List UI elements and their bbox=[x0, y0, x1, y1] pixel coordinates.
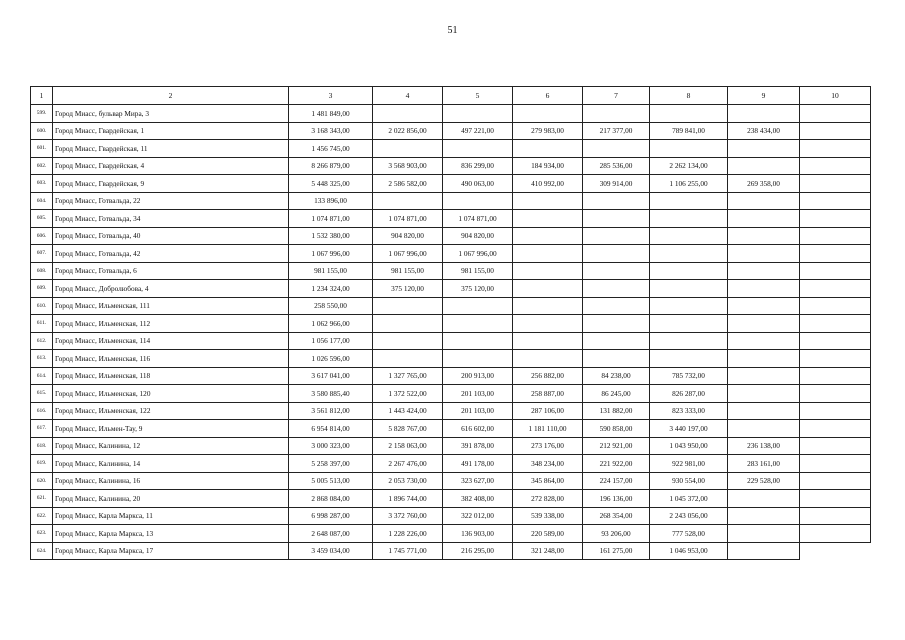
value-cell-col5: 1 067 996,00 bbox=[443, 245, 513, 263]
value-cell-col7 bbox=[583, 210, 650, 228]
value-cell-col5: 836 299,00 bbox=[443, 157, 513, 175]
value-cell-col7 bbox=[583, 315, 650, 333]
value-cell-col10 bbox=[800, 455, 871, 473]
value-cell-col7: 196 136,00 bbox=[583, 490, 650, 508]
value-cell-col9 bbox=[728, 245, 800, 263]
address-cell: Город Миасс, Калинина, 20 bbox=[53, 490, 289, 508]
value-cell-col7: 93 206,00 bbox=[583, 525, 650, 543]
page-number: 51 bbox=[447, 25, 458, 36]
value-cell-col3: 1 074 871,00 bbox=[289, 210, 373, 228]
value-cell-col5 bbox=[443, 315, 513, 333]
value-cell-col5: 1 074 871,00 bbox=[443, 210, 513, 228]
value-cell-col8 bbox=[650, 105, 728, 123]
value-cell-col3: 6 998 287,00 bbox=[289, 507, 373, 525]
column-header-3: 3 bbox=[289, 87, 373, 105]
row-number: 618. bbox=[31, 437, 53, 455]
value-cell-col9 bbox=[728, 507, 800, 525]
value-cell-col8: 785 732,00 bbox=[650, 367, 728, 385]
row-number: 621. bbox=[31, 490, 53, 508]
value-cell-col10 bbox=[800, 437, 871, 455]
value-cell-col7: 84 238,00 bbox=[583, 367, 650, 385]
table-row bbox=[31, 122, 871, 140]
value-cell-col3: 5 258 397,00 bbox=[289, 455, 373, 473]
value-cell-col10 bbox=[800, 297, 871, 315]
value-cell-col7 bbox=[583, 350, 650, 368]
address-cell: Город Миасс, Гвардейская, 9 bbox=[53, 175, 289, 193]
value-cell-col5: 322 012,00 bbox=[443, 507, 513, 525]
value-cell-col5: 200 913,00 bbox=[443, 367, 513, 385]
column-header-6: 6 bbox=[513, 87, 583, 105]
table-row bbox=[31, 332, 871, 350]
table-row bbox=[31, 315, 871, 333]
table-row bbox=[31, 420, 871, 438]
value-cell-col3: 3 168 343,00 bbox=[289, 122, 373, 140]
table-row bbox=[31, 210, 871, 228]
value-cell-col6: 220 589,00 bbox=[513, 525, 583, 543]
value-cell-col6: 539 338,00 bbox=[513, 507, 583, 525]
value-cell-col7: 221 922,00 bbox=[583, 455, 650, 473]
value-cell-col6 bbox=[513, 297, 583, 315]
row-number: 608. bbox=[31, 262, 53, 280]
column-header-1: 1 bbox=[31, 87, 53, 105]
value-cell-col5: 201 103,00 bbox=[443, 385, 513, 403]
value-cell-col5 bbox=[443, 297, 513, 315]
value-cell-col8 bbox=[650, 245, 728, 263]
address-cell: Город Миасс, Готвальда, 34 bbox=[53, 210, 289, 228]
value-cell-col10 bbox=[800, 490, 871, 508]
address-cell: Город Миасс, Готвальда, 42 bbox=[53, 245, 289, 263]
value-cell-col8 bbox=[650, 350, 728, 368]
value-cell-col5: 391 878,00 bbox=[443, 437, 513, 455]
value-cell-col10 bbox=[800, 472, 871, 490]
row-number: 606. bbox=[31, 227, 53, 245]
value-cell-col5: 136 903,00 bbox=[443, 525, 513, 543]
value-cell-col4 bbox=[373, 105, 443, 123]
value-cell-col3: 3 617 041,00 bbox=[289, 367, 373, 385]
value-cell-col9 bbox=[728, 140, 800, 158]
value-cell-col10 bbox=[800, 157, 871, 175]
address-cell: Город Миасс, Калинина, 12 bbox=[53, 437, 289, 455]
value-cell-col10 bbox=[800, 122, 871, 140]
value-cell-col8: 789 841,00 bbox=[650, 122, 728, 140]
value-cell-col9 bbox=[728, 105, 800, 123]
value-cell-col10 bbox=[800, 105, 871, 123]
address-cell: Город Миасс, бульвар Мира, 3 bbox=[53, 105, 289, 123]
value-cell-col10 bbox=[800, 385, 871, 403]
row-number: 601. bbox=[31, 140, 53, 158]
row-number: 605. bbox=[31, 210, 53, 228]
value-cell-col3: 6 954 814,00 bbox=[289, 420, 373, 438]
value-cell-col4: 1 067 996,00 bbox=[373, 245, 443, 263]
table-row bbox=[31, 192, 871, 210]
value-cell-col7: 131 882,00 bbox=[583, 402, 650, 420]
value-cell-col5: 216 295,00 bbox=[443, 542, 513, 560]
value-cell-col5: 981 155,00 bbox=[443, 262, 513, 280]
value-cell-col9: 269 358,00 bbox=[728, 175, 800, 193]
value-cell-col3: 5 448 325,00 bbox=[289, 175, 373, 193]
table-row bbox=[31, 140, 871, 158]
value-cell-col7 bbox=[583, 140, 650, 158]
value-cell-col8 bbox=[650, 192, 728, 210]
value-cell-col9 bbox=[728, 157, 800, 175]
row-number: 615. bbox=[31, 385, 53, 403]
row-number: 604. bbox=[31, 192, 53, 210]
address-cell: Город Миасс, Карла Маркса, 11 bbox=[53, 507, 289, 525]
table-row bbox=[31, 455, 871, 473]
value-cell-col6 bbox=[513, 245, 583, 263]
value-cell-col7: 217 377,00 bbox=[583, 122, 650, 140]
column-header-9: 9 bbox=[728, 87, 800, 105]
address-cell: Город Миасс, Готвальда, 6 bbox=[53, 262, 289, 280]
address-cell: Город Миасс, Гвардейская, 1 bbox=[53, 122, 289, 140]
value-cell-col8: 922 981,00 bbox=[650, 455, 728, 473]
value-cell-col7: 224 157,00 bbox=[583, 472, 650, 490]
table-row bbox=[31, 157, 871, 175]
value-cell-col9 bbox=[728, 367, 800, 385]
value-cell-col6: 258 887,00 bbox=[513, 385, 583, 403]
value-cell-col8: 1 045 372,00 bbox=[650, 490, 728, 508]
address-cell: Город Миасс, Ильменская, 122 bbox=[53, 402, 289, 420]
value-cell-col6 bbox=[513, 350, 583, 368]
value-cell-col8 bbox=[650, 297, 728, 315]
address-cell: Город Миасс, Готвальда, 40 bbox=[53, 227, 289, 245]
value-cell-col8: 1 046 953,00 bbox=[650, 542, 728, 560]
value-cell-col3: 1 067 996,00 bbox=[289, 245, 373, 263]
value-cell-col4 bbox=[373, 350, 443, 368]
value-cell-col4: 2 022 856,00 bbox=[373, 122, 443, 140]
value-cell-col6 bbox=[513, 105, 583, 123]
value-cell-col7 bbox=[583, 192, 650, 210]
value-cell-col5: 323 627,00 bbox=[443, 472, 513, 490]
address-cell: Город Миасс, Калинина, 16 bbox=[53, 472, 289, 490]
value-cell-col9 bbox=[728, 227, 800, 245]
value-cell-col3: 981 155,00 bbox=[289, 262, 373, 280]
value-cell-col10 bbox=[800, 315, 871, 333]
value-cell-col4: 1 443 424,00 bbox=[373, 402, 443, 420]
value-cell-col7: 590 858,00 bbox=[583, 420, 650, 438]
address-cell: Город Миасс, Ильменская, 120 bbox=[53, 385, 289, 403]
value-cell-col10 bbox=[800, 542, 871, 560]
value-cell-col8: 1 106 255,00 bbox=[650, 175, 728, 193]
value-cell-col4 bbox=[373, 192, 443, 210]
value-cell-col4: 3 568 903,00 bbox=[373, 157, 443, 175]
table-row bbox=[31, 262, 871, 280]
table-row bbox=[31, 175, 871, 193]
row-number: 617. bbox=[31, 420, 53, 438]
value-cell-col7 bbox=[583, 297, 650, 315]
address-cell: Город Миасс, Ильменская, 111 bbox=[53, 297, 289, 315]
value-cell-col4: 1 372 522,00 bbox=[373, 385, 443, 403]
value-cell-col3: 258 550,00 bbox=[289, 297, 373, 315]
value-cell-col6: 345 864,00 bbox=[513, 472, 583, 490]
address-cell: Город Миасс, Ильменская, 114 bbox=[53, 332, 289, 350]
row-number: 613. bbox=[31, 350, 53, 368]
value-cell-col4: 904 820,00 bbox=[373, 227, 443, 245]
value-cell-col8: 3 440 197,00 bbox=[650, 420, 728, 438]
value-cell-col8 bbox=[650, 210, 728, 228]
value-cell-col4: 1 074 871,00 bbox=[373, 210, 443, 228]
value-cell-col8: 823 333,00 bbox=[650, 402, 728, 420]
row-number: 607. bbox=[31, 245, 53, 263]
value-cell-col9: 236 138,00 bbox=[728, 437, 800, 455]
value-cell-col9 bbox=[728, 210, 800, 228]
value-cell-col4: 1 327 765,00 bbox=[373, 367, 443, 385]
value-cell-col3: 8 266 879,00 bbox=[289, 157, 373, 175]
value-cell-col4 bbox=[373, 315, 443, 333]
value-cell-col4: 2 053 730,00 bbox=[373, 472, 443, 490]
value-cell-col5: 490 063,00 bbox=[443, 175, 513, 193]
value-cell-col4: 2 158 063,00 bbox=[373, 437, 443, 455]
address-cell: Город Миасс, Ильмен-Тау, 9 bbox=[53, 420, 289, 438]
value-cell-col9: 229 528,00 bbox=[728, 472, 800, 490]
table-row bbox=[31, 105, 871, 123]
table-row bbox=[31, 525, 871, 543]
row-number: 620. bbox=[31, 472, 53, 490]
table-row bbox=[31, 472, 871, 490]
row-number: 602. bbox=[31, 157, 53, 175]
value-cell-col10 bbox=[800, 367, 871, 385]
value-cell-col10 bbox=[800, 262, 871, 280]
table-row bbox=[31, 490, 871, 508]
value-cell-col4: 3 372 760,00 bbox=[373, 507, 443, 525]
row-number: 614. bbox=[31, 367, 53, 385]
value-cell-col6 bbox=[513, 140, 583, 158]
value-cell-col5 bbox=[443, 140, 513, 158]
address-cell: Город Миасс, Гвардейская, 11 bbox=[53, 140, 289, 158]
value-cell-col9: 238 434,00 bbox=[728, 122, 800, 140]
value-cell-col4: 1 745 771,00 bbox=[373, 542, 443, 560]
value-cell-col6 bbox=[513, 332, 583, 350]
header-row bbox=[31, 87, 871, 105]
value-cell-col8 bbox=[650, 140, 728, 158]
value-cell-col5 bbox=[443, 332, 513, 350]
value-cell-col4: 2 267 476,00 bbox=[373, 455, 443, 473]
value-cell-col7 bbox=[583, 332, 650, 350]
value-cell-col9 bbox=[728, 402, 800, 420]
column-header-7: 7 bbox=[583, 87, 650, 105]
value-cell-col9 bbox=[728, 262, 800, 280]
value-cell-col6 bbox=[513, 227, 583, 245]
value-cell-col7 bbox=[583, 280, 650, 298]
row-number: 599. bbox=[31, 105, 53, 123]
table-row bbox=[31, 245, 871, 263]
column-header-2: 2 bbox=[53, 87, 289, 105]
value-cell-col9 bbox=[728, 542, 800, 560]
row-number: 612. bbox=[31, 332, 53, 350]
value-cell-col3: 2 868 084,00 bbox=[289, 490, 373, 508]
value-cell-col6 bbox=[513, 315, 583, 333]
row-number: 603. bbox=[31, 175, 53, 193]
value-cell-col5: 201 103,00 bbox=[443, 402, 513, 420]
value-cell-col9 bbox=[728, 350, 800, 368]
row-number: 600. bbox=[31, 122, 53, 140]
value-cell-col3: 2 648 087,00 bbox=[289, 525, 373, 543]
value-cell-col3: 1 481 849,00 bbox=[289, 105, 373, 123]
value-cell-col7 bbox=[583, 262, 650, 280]
row-number: 610. bbox=[31, 297, 53, 315]
value-cell-col3: 1 532 380,00 bbox=[289, 227, 373, 245]
value-cell-col10 bbox=[800, 507, 871, 525]
value-cell-col5: 491 178,00 bbox=[443, 455, 513, 473]
value-cell-col3: 1 056 177,00 bbox=[289, 332, 373, 350]
row-number: 619. bbox=[31, 455, 53, 473]
address-cell: Город Миасс, Калинина, 14 bbox=[53, 455, 289, 473]
address-cell: Город Миасс, Ильменская, 112 bbox=[53, 315, 289, 333]
value-cell-col9 bbox=[728, 315, 800, 333]
value-cell-col5: 616 602,00 bbox=[443, 420, 513, 438]
value-cell-col6 bbox=[513, 192, 583, 210]
value-cell-col3: 5 005 513,00 bbox=[289, 472, 373, 490]
value-cell-col3: 1 456 745,00 bbox=[289, 140, 373, 158]
value-cell-col3: 1 234 324,00 bbox=[289, 280, 373, 298]
value-cell-col5 bbox=[443, 350, 513, 368]
value-cell-col7 bbox=[583, 105, 650, 123]
value-cell-col4: 981 155,00 bbox=[373, 262, 443, 280]
value-cell-col9 bbox=[728, 420, 800, 438]
table-row bbox=[31, 385, 871, 403]
column-header-10: 10 bbox=[800, 87, 871, 105]
row-number: 623. bbox=[31, 525, 53, 543]
value-cell-col10 bbox=[800, 192, 871, 210]
value-cell-col6: 287 106,00 bbox=[513, 402, 583, 420]
value-cell-col6: 256 882,00 bbox=[513, 367, 583, 385]
value-cell-col8 bbox=[650, 262, 728, 280]
table-row bbox=[31, 227, 871, 245]
value-cell-col3: 1 062 966,00 bbox=[289, 315, 373, 333]
value-cell-col8: 2 262 134,00 bbox=[650, 157, 728, 175]
value-cell-col9 bbox=[728, 385, 800, 403]
value-cell-col9 bbox=[728, 525, 800, 543]
value-cell-col3: 3 561 812,00 bbox=[289, 402, 373, 420]
value-cell-col4 bbox=[373, 297, 443, 315]
row-number: 624. bbox=[31, 542, 53, 560]
value-cell-col6: 273 176,00 bbox=[513, 437, 583, 455]
value-cell-col4: 5 828 767,00 bbox=[373, 420, 443, 438]
value-cell-col8: 2 243 056,00 bbox=[650, 507, 728, 525]
value-cell-col10 bbox=[800, 227, 871, 245]
column-header-5: 5 bbox=[443, 87, 513, 105]
row-number: 622. bbox=[31, 507, 53, 525]
value-cell-col10 bbox=[800, 140, 871, 158]
row-number: 609. bbox=[31, 280, 53, 298]
table-row bbox=[31, 402, 871, 420]
value-cell-col10 bbox=[800, 245, 871, 263]
value-cell-col9: 283 161,00 bbox=[728, 455, 800, 473]
value-cell-col9 bbox=[728, 332, 800, 350]
value-cell-col9 bbox=[728, 280, 800, 298]
address-cell: Город Миасс, Добролюбова, 4 bbox=[53, 280, 289, 298]
address-cell: Город Миасс, Готвальда, 22 bbox=[53, 192, 289, 210]
value-cell-col10 bbox=[800, 402, 871, 420]
value-cell-col10 bbox=[800, 210, 871, 228]
value-cell-col9 bbox=[728, 297, 800, 315]
value-cell-col8: 777 528,00 bbox=[650, 525, 728, 543]
value-cell-col4: 375 120,00 bbox=[373, 280, 443, 298]
value-cell-col6: 321 248,00 bbox=[513, 542, 583, 560]
address-cell: Город Миасс, Карла Маркса, 13 bbox=[53, 525, 289, 543]
row-number: 611. bbox=[31, 315, 53, 333]
value-cell-col7: 212 921,00 bbox=[583, 437, 650, 455]
value-cell-col5 bbox=[443, 192, 513, 210]
value-cell-col6 bbox=[513, 280, 583, 298]
value-cell-col6: 272 828,00 bbox=[513, 490, 583, 508]
value-cell-col5: 375 120,00 bbox=[443, 280, 513, 298]
value-cell-col7: 268 354,00 bbox=[583, 507, 650, 525]
value-cell-col9 bbox=[728, 490, 800, 508]
column-header-8: 8 bbox=[650, 87, 728, 105]
value-cell-col6: 348 234,00 bbox=[513, 455, 583, 473]
value-cell-col4: 1 896 744,00 bbox=[373, 490, 443, 508]
value-cell-col3: 3 459 034,00 bbox=[289, 542, 373, 560]
row-number: 616. bbox=[31, 402, 53, 420]
value-cell-col10 bbox=[800, 420, 871, 438]
value-cell-col10 bbox=[800, 350, 871, 368]
value-cell-col4: 1 228 226,00 bbox=[373, 525, 443, 543]
value-cell-col6 bbox=[513, 262, 583, 280]
register-table bbox=[30, 86, 871, 560]
table-row bbox=[31, 542, 871, 560]
value-cell-col5 bbox=[443, 105, 513, 123]
table-row bbox=[31, 280, 871, 298]
value-cell-col7: 309 914,00 bbox=[583, 175, 650, 193]
value-cell-col10 bbox=[800, 175, 871, 193]
value-cell-col6: 410 992,00 bbox=[513, 175, 583, 193]
value-cell-col6: 279 983,00 bbox=[513, 122, 583, 140]
value-cell-col6: 184 934,00 bbox=[513, 157, 583, 175]
column-header-4: 4 bbox=[373, 87, 443, 105]
value-cell-col5: 497 221,00 bbox=[443, 122, 513, 140]
table-row bbox=[31, 297, 871, 315]
value-cell-col8: 930 554,00 bbox=[650, 472, 728, 490]
value-cell-col7 bbox=[583, 245, 650, 263]
value-cell-col9 bbox=[728, 192, 800, 210]
value-cell-col4 bbox=[373, 332, 443, 350]
value-cell-col4: 2 586 582,00 bbox=[373, 175, 443, 193]
value-cell-col8 bbox=[650, 227, 728, 245]
address-cell: Город Миасс, Ильменская, 118 bbox=[53, 367, 289, 385]
value-cell-col5: 904 820,00 bbox=[443, 227, 513, 245]
value-cell-col8: 826 287,00 bbox=[650, 385, 728, 403]
value-cell-col3: 3 580 885,40 bbox=[289, 385, 373, 403]
value-cell-col8: 1 043 950,00 bbox=[650, 437, 728, 455]
table-row bbox=[31, 367, 871, 385]
value-cell-col3: 1 026 596,00 bbox=[289, 350, 373, 368]
table-row bbox=[31, 437, 871, 455]
value-cell-col3: 133 896,00 bbox=[289, 192, 373, 210]
value-cell-col7 bbox=[583, 227, 650, 245]
address-cell: Город Миасс, Карла Маркса, 17 bbox=[53, 542, 289, 560]
value-cell-col6: 1 181 110,00 bbox=[513, 420, 583, 438]
value-cell-col10 bbox=[800, 332, 871, 350]
value-cell-col10 bbox=[800, 280, 871, 298]
value-cell-col5: 382 408,00 bbox=[443, 490, 513, 508]
table-row bbox=[31, 507, 871, 525]
value-cell-col7: 285 536,00 bbox=[583, 157, 650, 175]
value-cell-col4 bbox=[373, 140, 443, 158]
value-cell-col8 bbox=[650, 332, 728, 350]
value-cell-col3: 3 000 323,00 bbox=[289, 437, 373, 455]
value-cell-col10 bbox=[800, 525, 871, 543]
address-cell: Город Миасс, Гвардейская, 4 bbox=[53, 157, 289, 175]
address-cell: Город Миасс, Ильменская, 116 bbox=[53, 350, 289, 368]
value-cell-col7: 161 275,00 bbox=[583, 542, 650, 560]
value-cell-col8 bbox=[650, 280, 728, 298]
table-row bbox=[31, 350, 871, 368]
value-cell-col7: 86 245,00 bbox=[583, 385, 650, 403]
value-cell-col8 bbox=[650, 315, 728, 333]
value-cell-col6 bbox=[513, 210, 583, 228]
